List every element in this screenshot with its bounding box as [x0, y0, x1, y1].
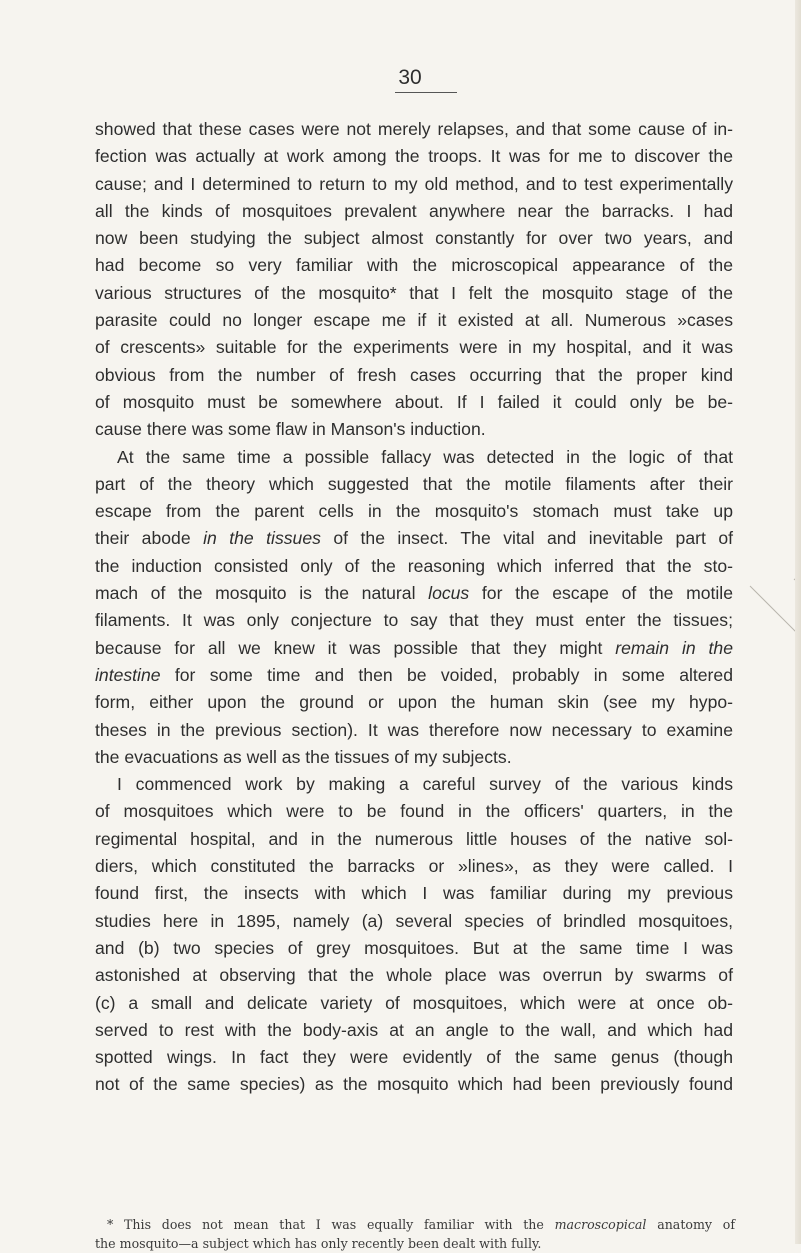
footnote — [95, 1216, 735, 1253]
text-line: regimental hospital, and in the numerous little houses of the native sol- — [95, 826, 733, 853]
text-line: form, either upon the ground or upon the human skin (see my hypo- — [95, 689, 733, 716]
text-line: because for all we knew it was possible that they might remain in the — [95, 635, 733, 662]
text-line: fection was actually at work among the troops. It was for me to discover the — [95, 143, 733, 170]
text-line: the evacuations as well as the tissues of my subjects. — [95, 744, 733, 771]
text-line: intestine for some time and then be voided, probably in some altered — [95, 662, 733, 689]
body-text — [95, 116, 733, 1099]
text-line: studies here in 1895, namely (a) several species of brindled mosquitoes, — [95, 908, 733, 935]
page-crease-mark — [742, 578, 801, 638]
page-number: 30 — [380, 66, 440, 90]
text-line: now been studying the subject almost constantly for over two years, and — [95, 225, 733, 252]
text-line: filaments. It was only conjecture to say that they must enter the tissues; — [95, 607, 733, 634]
italic-phrase: remain in the — [615, 638, 733, 658]
text-line: of mosquitoes which were to be found in the officers' quarters, in the — [95, 798, 733, 825]
text-line: mach of the mosquito is the natural locus for the escape of the motile — [95, 580, 733, 607]
text-line: cause there was some flaw in Manson's induction. — [95, 416, 733, 443]
text-line: their abode in the tissues of the insect. The vital and inevitable part of — [95, 525, 733, 552]
text-line: (c) a small and delicate variety of mosquitoes, which were at once ob- — [95, 990, 733, 1017]
text-line: various structures of the mosquito* that I felt the mosquito stage of the — [95, 280, 733, 307]
text-line: all the kinds of mosquitoes prevalent anywhere near the barracks. I had — [95, 198, 733, 225]
text-line: At the same time a possible fallacy was detected in the logic of that — [95, 444, 733, 471]
text-line: found first, the insects with which I was familiar during my previous — [95, 880, 733, 907]
italic-phrase: locus — [428, 583, 469, 603]
footnote-line: * This does not mean that I was equally familiar with the macroscopical anatomy of — [95, 1216, 735, 1235]
text-line: theses in the previous section). It was therefore now necessary to examine — [95, 717, 733, 744]
text-line: the induction consisted only of the reasoning which inferred that the sto- — [95, 553, 733, 580]
text-line: cause; and I determined to return to my old method, and to test experimentally — [95, 171, 733, 198]
page-edge — [795, 0, 801, 1244]
text-line: escape from the parent cells in the mosquito's stomach must take up — [95, 498, 733, 525]
italic-phrase: macroscopical — [555, 1217, 647, 1232]
text-line: of mosquito must be somewhere about. If I failed it could only be be- — [95, 389, 733, 416]
text-line: obvious from the number of fresh cases occurring that the proper kind — [95, 362, 733, 389]
footnote-line: the mosquito—a subject which has only recently been dealt with fully. — [95, 1235, 735, 1253]
text-line: parasite could no longer escape me if it existed at all. Numerous »cases — [95, 307, 733, 334]
text-line: and (b) two species of grey mosquitoes. But at the same time I was — [95, 935, 733, 962]
text-line: not of the same species) as the mosquito which had been previously found — [95, 1071, 733, 1098]
text-line: astonished at observing that the whole place was overrun by swarms of — [95, 962, 733, 989]
page-number-rule — [395, 92, 457, 93]
text-line: of crescents» suitable for the experiments were in my hospital, and it was — [95, 334, 733, 361]
italic-phrase: intestine — [95, 665, 161, 685]
text-line: I commenced work by making a careful survey of the various kinds — [95, 771, 733, 798]
text-line: had become so very familiar with the microscopical appearance of the — [95, 252, 733, 279]
text-line: part of the theory which suggested that the motile filaments after their — [95, 471, 733, 498]
italic-phrase: in the tissues — [203, 528, 321, 548]
text-line: served to rest with the body-axis at an angle to the wall, and which had — [95, 1017, 733, 1044]
text-line: showed that these cases were not merely relapses, and that some cause of in- — [95, 116, 733, 143]
text-line: diers, which constituted the barracks or »lines», as they were called. I — [95, 853, 733, 880]
text-line: spotted wings. In fact they were evidently of the same genus (though — [95, 1044, 733, 1071]
